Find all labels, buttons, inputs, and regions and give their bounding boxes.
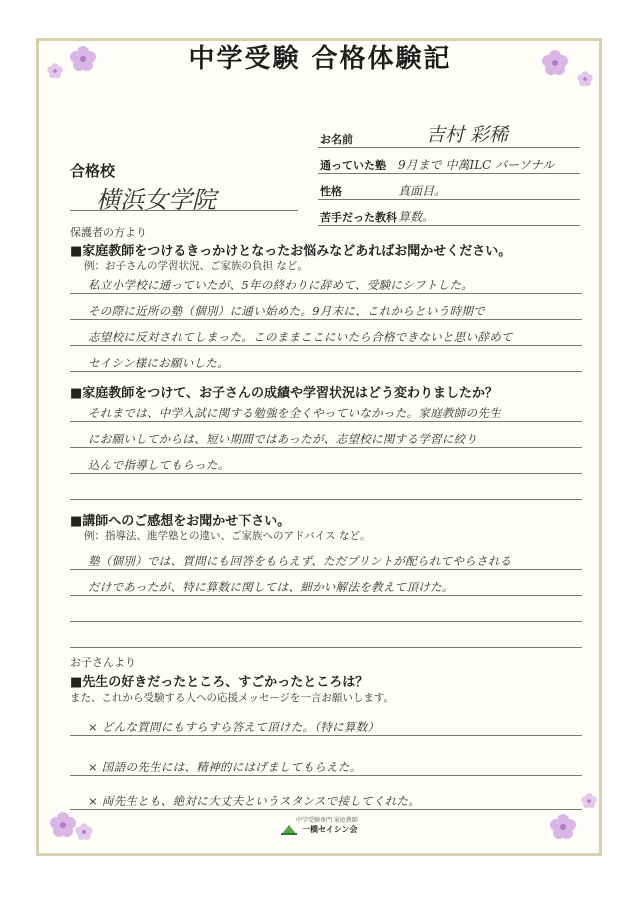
profile-row-personality [318, 174, 580, 200]
answer-line: × 国語の先生には、精神的にはげましてもらえた。 [70, 736, 582, 776]
answer-line: それまでは、中学入試に関する勉強を全くやっていなかった。家庭教師の先生 [70, 396, 582, 422]
flower-icon [580, 792, 598, 810]
question-4: ■先生の好きだったところ、すごかったところは？ [70, 675, 369, 690]
weak-subject-value: 算数。 [398, 210, 435, 224]
answer-line: × 両先生とも、絶対に大丈夫というスタンスで接してくれた。 [70, 776, 582, 810]
child-section-heading: お子さんより [70, 656, 136, 669]
logo-text: 一橋セイシン会 [302, 824, 358, 834]
page-title: 中学受験 合格体験記 [188, 44, 452, 74]
logo-mark-icon [280, 822, 298, 836]
school-label: 合格校 [70, 162, 116, 180]
profile-row-weak-subject [318, 200, 580, 226]
flower-icon [74, 822, 94, 842]
question-4-subtext: また、これから受験する人への応援メッセージを一言お願いします。 [70, 692, 395, 704]
name-label: お名前 [320, 133, 353, 146]
juku-label: 通っていた塾 [320, 159, 386, 172]
juku-value: 9月まで 中萬ILC パーソナル [398, 158, 555, 172]
answer-2 [70, 396, 582, 500]
question-3-example: 例：指導法、進学塾との違い、ご家族へのアドバイス など。 [84, 530, 371, 542]
answer-line [70, 622, 582, 648]
profile-table [318, 122, 580, 226]
question-1: ■家庭教師をつけるきっかけとなったお悩みなどあればお聞かせください。 [70, 244, 512, 259]
parent-section-heading: 保護者の方より [70, 226, 147, 239]
answer-line [70, 596, 582, 622]
profile-row-juku [318, 148, 580, 174]
question-3: ■講師へのご感想をお聞かせ下さい。 [70, 514, 291, 529]
answer-3 [70, 544, 582, 648]
company-logo [280, 822, 358, 836]
answer-line: だけであったが、特に算数に関しては、細かい解法を教えて頂けた。 [70, 570, 582, 596]
logo-subtext: 中学受験専門 家庭教師 [296, 817, 358, 824]
answer-line [70, 474, 582, 500]
weak-subject-label: 苦手だった教科 [320, 211, 397, 224]
answer-line: 私立小学校に通っていたが、5年の終わりに辞めて、受験にシフトした。 [70, 268, 582, 294]
answer-line: 志望校に反対されてしまった。このままここにいたら合格できないと思い辞めて [70, 320, 582, 346]
answer-1 [70, 268, 582, 372]
answer-line: 込んで指導してもらった。 [70, 448, 582, 474]
answer-line: その際に近所の塾（個別）に通い始めた。9月末に、これからという時期で [70, 294, 582, 320]
answer-line: 塾（個別）では、質問にも回答をもらえず、ただプリントが配られてやらされる [70, 544, 582, 570]
question-2: ■家庭教師をつけて、お子さんの成績や学習状況はどう変わりましたか？ [70, 386, 499, 401]
personality-label: 性格 [320, 185, 342, 198]
personality-value: 真面目。 [398, 184, 447, 198]
flower-icon [548, 812, 578, 842]
answer-line: にお願いしてからは、短い期間ではあったが、志望校に関する学習に絞り [70, 422, 582, 448]
answer-line: セイシン様にお願いした。 [70, 346, 582, 372]
school-underline [70, 210, 298, 211]
answer-4 [70, 706, 582, 810]
answer-line: × どんな質問にもすらすら答えて頂けた。（特に算数） [70, 706, 582, 736]
school-value: 横浜女学院 [96, 186, 216, 214]
name-value: 吉村 彩稀 [426, 124, 509, 146]
profile-row-name [318, 122, 580, 148]
question-1-example: 例：お子さんの学習状況、ご家族の負担 など。 [84, 260, 308, 272]
